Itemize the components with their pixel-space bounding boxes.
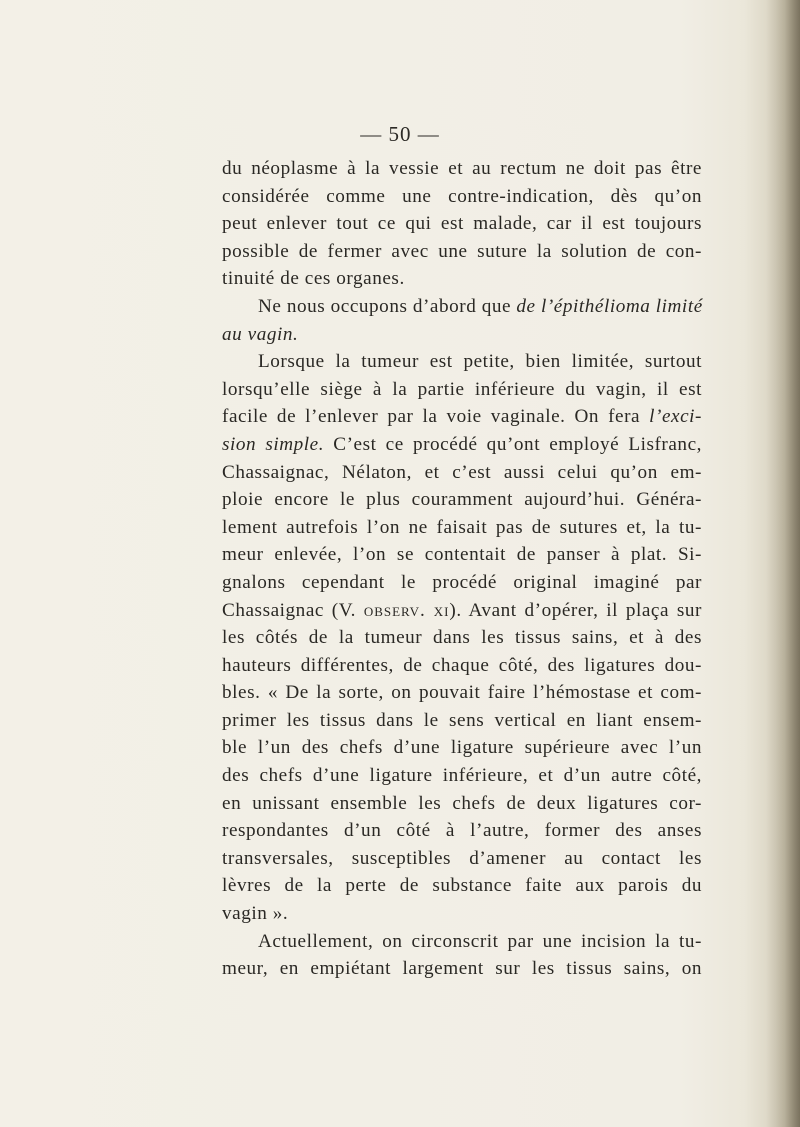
text-segment: considérée comme une contre-indication, dès qu’on (222, 185, 702, 207)
text-line (222, 845, 702, 873)
text-segment: en unissant ensemble les chefs de deux ligatures cor- (222, 792, 702, 814)
text-segment: meur, en empiétant largement sur les tissus sains, on (222, 958, 702, 980)
italic-text: au vagin. (222, 323, 299, 345)
text-segment: ble l’un des chefs d’une ligature supérieure avec l’un (222, 737, 702, 759)
text-line (222, 376, 702, 404)
italic-text: sion simple. (222, 433, 325, 455)
text-line (222, 541, 702, 569)
text-segment: Actuellement, on circonscrit par une incision la tu- (258, 930, 702, 952)
text-segment: du néoplasme à la vessie et au rectum ne doit pas être (222, 158, 702, 179)
text-segment: respondantes d’un côté à l’autre, former des anses (222, 820, 702, 842)
text-line (222, 652, 702, 680)
text-segment (426, 600, 434, 621)
text-segment: des chefs d’une ligature inférieure, et d’un autre côté, (222, 765, 702, 787)
text-segment: Lorsque la tumeur est petite, bien limitée, surtout (258, 351, 702, 373)
text-segment: ploie encore le plus couramment aujourd’hui. Généra- (222, 489, 702, 511)
text-line (222, 790, 702, 818)
text-line (222, 928, 702, 956)
text-line (222, 183, 702, 211)
text-line (222, 707, 702, 735)
text-line (222, 817, 702, 845)
text-segment: bles. « De la sorte, on pouvait faire l’hémostase et com- (222, 682, 702, 704)
text-line (222, 293, 702, 321)
text-line (222, 238, 702, 266)
italic-text: de l’épithélioma limité (516, 295, 703, 317)
small-caps-text: xi (433, 599, 450, 621)
text-line (222, 734, 702, 762)
text-line (222, 514, 702, 542)
text-line (222, 403, 702, 431)
page-edge-shadow (766, 0, 800, 1127)
text-line (222, 486, 702, 514)
text-segment: C’est ce procédé qu’ont employé Lisfranc, (324, 433, 702, 455)
italic-text: l’exci- (649, 406, 702, 428)
text-line (222, 762, 702, 790)
text-segment: hauteurs différentes, de chaque côté, des ligatures dou- (222, 654, 702, 676)
text-segment: Chassaignac, Nélaton, et c’est aussi celui qu’on em- (222, 461, 702, 483)
text-segment: meur enlevée, l’on se contentait de panser à plat. Si- (222, 544, 702, 566)
text-line (222, 348, 702, 376)
text-segment: Chassaignac (V. (222, 599, 364, 621)
text-line (222, 155, 702, 183)
text-segment: ). Avant d’opérer, il plaça sur (449, 599, 702, 621)
text-segment: possible de fermer avec une suture la solution de con- (222, 240, 702, 262)
text-line (222, 955, 702, 983)
text-segment: lèvres de la perte de substance faite aux parois du (222, 875, 702, 897)
text-line (222, 900, 702, 928)
text-segment: gnalons cependant le procédé original imaginé par (222, 571, 702, 593)
text-line (222, 210, 702, 238)
text-segment: lorsqu’elle siège à la partie inférieure du vagin, il est (222, 378, 702, 400)
text-line (222, 321, 702, 349)
text-segment: tinuité de ces organes. (222, 268, 405, 290)
text-segment: lement autrefois l’on ne faisait pas de sutures et, la tu- (222, 516, 702, 538)
text-line (222, 624, 702, 652)
text-segment: vagin ». (222, 903, 289, 925)
text-segment: facile de l’enlever par la voie vaginale. On fera (222, 406, 650, 428)
text-line (222, 265, 702, 293)
text-line (222, 459, 702, 487)
text-line (222, 679, 702, 707)
text-segment: Ne nous occupons d’abord que (258, 295, 517, 317)
small-caps-text: observ. (363, 599, 426, 621)
text-segment: les côtés de la tumeur dans les tissus sains, et à des (222, 627, 702, 649)
text-segment: primer les tissus dans le sens vertical en liant ensem- (222, 709, 702, 731)
page-number: — 50 — (360, 122, 440, 146)
text-line (222, 569, 702, 597)
text-line (222, 431, 702, 459)
body-text (222, 155, 702, 983)
text-segment: transversales, susceptibles d’amener au contact les (222, 847, 702, 869)
text-line (222, 872, 702, 900)
text-segment: peut enlever tout ce qui est malade, car il est toujours (222, 213, 702, 235)
text-line (222, 597, 702, 625)
